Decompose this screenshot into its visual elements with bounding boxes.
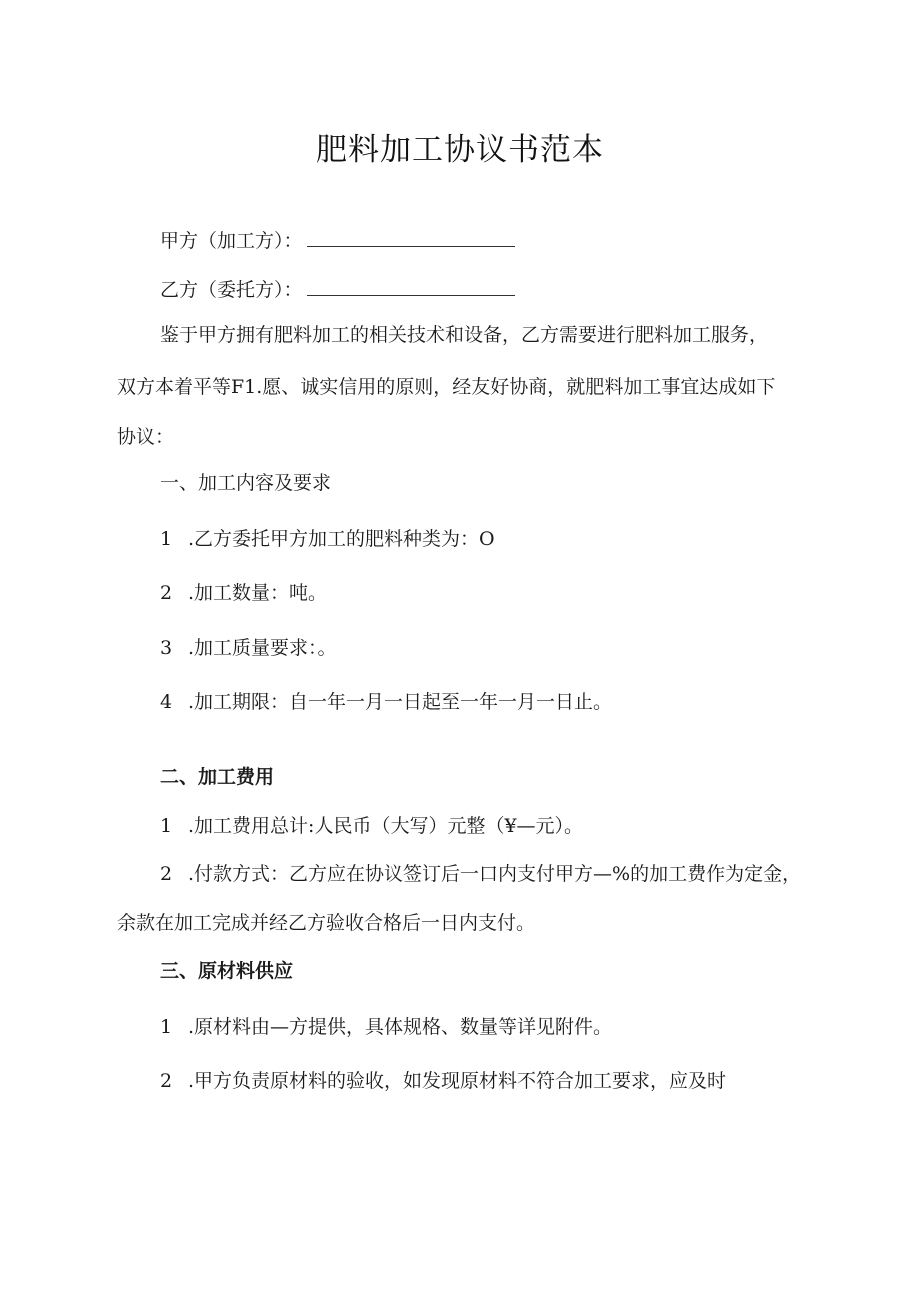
intro-line-2: 双方本着平等F1.愿、诚实信用的原则，经友好协商，就肥料加工事宜达成如下	[117, 376, 776, 398]
item-text: .甲方负责原材料的验收，如发现原材料不符合加工要求，应及时	[188, 1070, 727, 1092]
item-number: 2	[160, 863, 173, 885]
party-a-blank[interactable]	[307, 226, 515, 247]
section1-item-3	[160, 635, 337, 661]
section2-item-2	[160, 861, 801, 887]
party-b-label: 乙方（委托方）：	[160, 279, 303, 301]
section1-item-1	[160, 526, 495, 552]
section2-item-1	[160, 813, 583, 839]
item-text: .加工质量要求：。	[188, 637, 337, 659]
party-b-blank[interactable]	[307, 275, 515, 296]
item-text: .原材料由—方提供，具体规格、数量等详见附件。	[188, 1016, 613, 1038]
item-number: 1	[160, 528, 173, 550]
section1-item-4	[160, 689, 612, 715]
intro-line-3: 协议：	[117, 426, 175, 448]
item-number: 1	[160, 1016, 173, 1038]
item-number: 2	[160, 1070, 173, 1092]
item-text: .加工期限：自一年一月一日起至一年一月一日止。	[188, 691, 613, 713]
item-number: 4	[160, 691, 173, 713]
item-text: .加工数量：吨。	[188, 582, 328, 604]
party-b-line	[160, 275, 515, 303]
section3-item-2	[160, 1068, 726, 1094]
item-text: .付款方式：乙方应在协议签订后一口内支付甲方—%的加工费作为定金，	[188, 863, 802, 885]
section1-heading: 一、加工内容及要求	[160, 472, 332, 494]
section2-heading: 二、加工费用	[160, 766, 275, 788]
document-title: 肥料加工协议书范本	[316, 132, 604, 168]
section2-continuation: 余款在加工完成并经乙方验收合格后一日内支付。	[117, 912, 536, 934]
section1-item-2	[160, 580, 327, 606]
item-number: 1	[160, 815, 173, 837]
intro-line-1: 鉴于甲方拥有肥料加工的相关技术和设备，乙方需要进行肥料加工服务，	[160, 324, 769, 346]
item-text: .乙方委托甲方加工的肥料种类为：O	[188, 528, 495, 550]
party-a-line	[160, 226, 515, 254]
item-text: .加工费用总计:人民币（大写）元整（¥—元）。	[188, 815, 584, 837]
section3-item-1	[160, 1014, 612, 1040]
item-number: 3	[160, 637, 173, 659]
party-a-label: 甲方（加工方）：	[160, 230, 303, 252]
item-number: 2	[160, 582, 173, 604]
section3-heading: 三、原材料供应	[160, 960, 294, 982]
